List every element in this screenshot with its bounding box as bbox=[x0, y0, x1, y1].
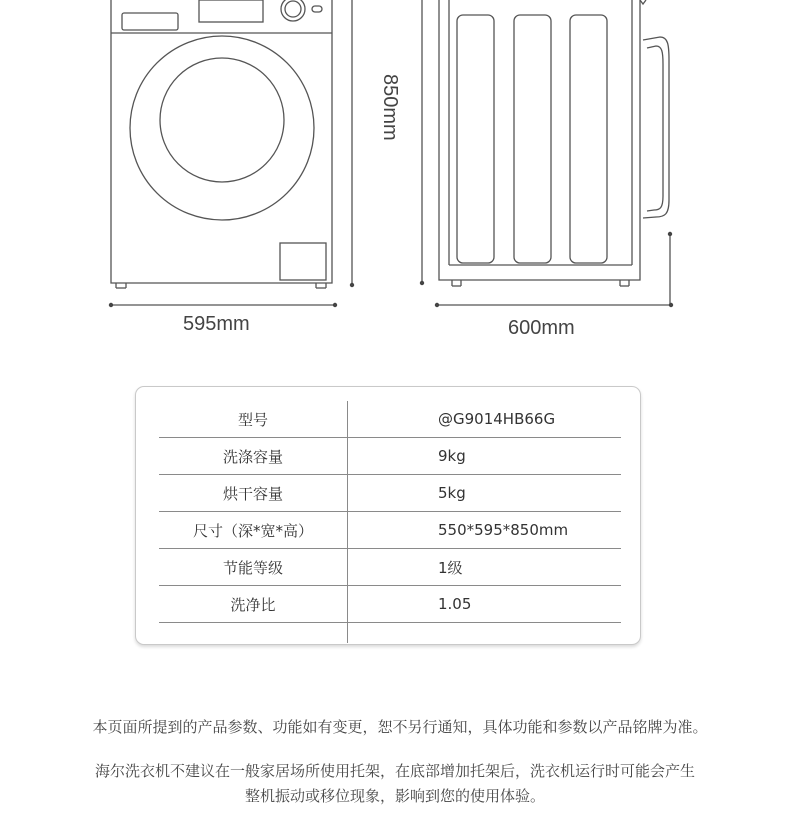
disclaimer-block bbox=[0, 759, 790, 809]
display-panel bbox=[199, 0, 263, 22]
front-width-label: 595mm bbox=[183, 313, 250, 335]
door-outer bbox=[130, 36, 314, 220]
detergent-drawer bbox=[122, 13, 178, 30]
spec-value: 1级 bbox=[438, 558, 463, 577]
door-inner bbox=[160, 58, 284, 182]
table-row bbox=[159, 586, 621, 623]
spec-key: 洗净比 bbox=[159, 586, 348, 622]
spec-value: 550*595*850mm bbox=[438, 521, 569, 539]
side-rib-1 bbox=[457, 15, 494, 263]
spec-table bbox=[159, 401, 621, 643]
spec-value: 1.05 bbox=[438, 595, 472, 613]
disclaimer-line-3: 整机振动或移位现象，影响到您的使用体验。 bbox=[244, 787, 545, 805]
side-rib-2 bbox=[514, 15, 551, 263]
spec-card bbox=[135, 386, 641, 645]
side-width-label: 600mm bbox=[508, 317, 575, 339]
disclaimer-line-1: 本页面所提到的产品参数、功能如有变更，恕不另行通知，具体功能和参数以产品铭牌为准。 bbox=[92, 718, 708, 736]
spec-key: 尺寸（深*宽*高） bbox=[159, 512, 348, 548]
spec-value: @G9014HB66G bbox=[438, 410, 556, 428]
front-view-body bbox=[111, 0, 332, 283]
height-label: 850mm bbox=[379, 74, 401, 141]
table-row bbox=[159, 512, 621, 549]
side-rib-3 bbox=[570, 15, 607, 263]
table-row bbox=[159, 401, 621, 438]
table-row bbox=[159, 549, 621, 586]
spec-key: 烘干容量 bbox=[159, 475, 348, 511]
table-row-empty bbox=[159, 623, 621, 643]
spec-key: 型号 bbox=[159, 401, 348, 437]
table-row bbox=[159, 475, 621, 512]
power-button bbox=[312, 6, 322, 12]
spec-value: 5kg bbox=[438, 484, 466, 502]
table-row bbox=[159, 438, 621, 475]
side-door-profile bbox=[643, 37, 669, 218]
spec-key-empty bbox=[159, 623, 348, 643]
washer-dimension-drawing bbox=[0, 0, 790, 345]
spec-value: 9kg bbox=[438, 447, 466, 465]
spec-key: 节能等级 bbox=[159, 549, 348, 585]
spec-key: 洗涤容量 bbox=[159, 438, 348, 474]
filter-cover bbox=[280, 243, 326, 280]
disclaimer-line-2: 海尔洗衣机不建议在一般家居场所使用托架，在底部增加托架后，洗衣机运行时可能会产生 bbox=[94, 762, 695, 780]
side-view-body bbox=[439, 0, 640, 280]
